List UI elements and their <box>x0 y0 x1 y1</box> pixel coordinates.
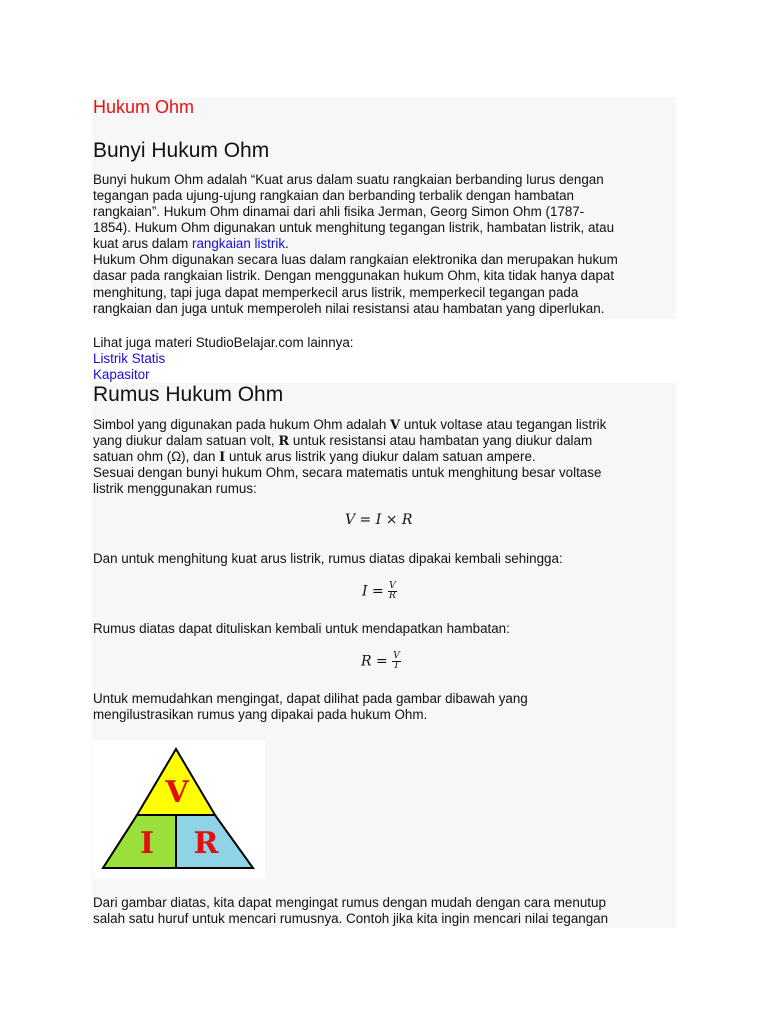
p1-text-b: untuk voltase atau tegangan listrik <box>400 417 607 432</box>
triangle-letter-v: V <box>165 775 189 810</box>
section1-line-6: Hukum Ohm digunakan secara luas dalam rangkaian elektronika dan merupakan hukum <box>93 252 618 267</box>
section1-line-7: dasar pada rangkaian listrik. Dengan menggunakan hukum Ohm, kita tidak hanya dapat <box>93 268 615 283</box>
formula3-denominator: I <box>394 661 399 671</box>
ohm-triangle-figure <box>93 740 265 878</box>
section1-line-1: Bunyi hukum Ohm adalah “Kuat arus dalam suatu rangkaian berbanding lurus dengan <box>93 172 604 187</box>
page-title: Hukum Ohm <box>93 97 195 117</box>
section2-p3: Dan untuk menghitung kuat arus listrik, rumus diatas dipakai kembali sehingga: <box>93 551 563 566</box>
section2-p1-line-2 <box>93 433 592 450</box>
section1-line-5-end: . <box>285 236 289 251</box>
section2-p1-line-1 <box>93 417 606 434</box>
formula3-numerator: V <box>393 651 400 661</box>
formula2-lhs: I = <box>362 583 384 600</box>
symbol-i: I <box>219 450 226 465</box>
p1-text-e: satuan ohm (Ω), dan <box>93 449 220 464</box>
kapasitor-link[interactable]: Kapasitor <box>93 367 150 382</box>
formula-r-equals-v-over-i <box>361 652 401 671</box>
symbol-v: V <box>390 418 401 433</box>
formula-i-equals-v-over-r <box>362 582 397 601</box>
p1-text-d: untuk resistansi atau hambatan yang diukur dalam <box>289 433 593 448</box>
p1-text-f: untuk arus listrik yang diukur dalam satuan ampere. <box>225 449 536 464</box>
section2-p4: Rumus diatas dapat dituliskan kembali untuk mendapatkan hambatan: <box>93 621 510 636</box>
symbol-r: R <box>278 434 290 449</box>
ohm-triangle-svg <box>93 740 265 878</box>
p1-text-a: Simbol yang digunakan pada hukum Ohm adalah <box>93 417 391 432</box>
section2-heading: Rumus Hukum Ohm <box>93 383 284 406</box>
formula3-lhs: R = <box>361 653 388 670</box>
section2-p6-line-1: Dari gambar diatas, kita dapat mengingat rumus dengan mudah dengan cara menutup <box>93 895 606 910</box>
section1-line-8: menghitung, tapi juga dapat memperkecil arus listrik, memperkecil tegangan pada <box>93 285 579 300</box>
section2-p6-line-2: salah satu huruf untuk mencari rumusnya. Contoh jika kita ingin mencari nilai tegangan <box>93 911 609 926</box>
section1-line-9: rangkaian dan juga untuk memperoleh nilai resistansi atau hambatan yang diperlukan. <box>93 301 605 316</box>
section1-heading: Bunyi Hukum Ohm <box>93 139 270 162</box>
section1-line-5 <box>93 236 289 252</box>
section1-line-5-text: kuat arus dalam <box>93 236 192 251</box>
section2-p2-line-1: Sesuai dengan bunyi hukum Ohm, secara matematis untuk menghitung besar voltase <box>93 465 602 480</box>
formula2-numerator: V <box>389 581 396 591</box>
section2-p2-line-2: listrik menggunakan rumus: <box>93 481 257 496</box>
section1-line-2: tegangan pada ujung-ujung rangkaian dan berbanding terbalik dengan hambatan <box>93 188 574 203</box>
section1-line-3: rangkaian”. Hukum Ohm dinamai dari ahli fisika Jerman, Georg Simon Ohm (1787- <box>93 204 585 219</box>
formula2-fraction <box>388 582 397 601</box>
listrik-statis-link[interactable]: Listrik Statis <box>93 351 166 366</box>
see-also-intro: Lihat juga materi StudioBelajar.com lainnya: <box>93 335 354 350</box>
triangle-letter-i: I <box>139 826 155 861</box>
section2-p5-line-1: Untuk memudahkan mengingat, dapat dilihat pada gambar dibawah yang <box>93 691 528 706</box>
formula3-fraction <box>392 652 401 671</box>
formula2-denominator: R <box>389 591 396 601</box>
section2-p5-line-2: mengilustrasikan rumus yang dipakai pada hukum Ohm. <box>93 707 428 722</box>
p1-text-c: yang diukur dalam satuan volt, <box>93 433 279 448</box>
section2-p1-line-3 <box>93 449 536 466</box>
rangkaian-listrik-link[interactable]: rangkaian listrik <box>192 236 286 251</box>
formula-v-equals-ir: V = I × R <box>345 512 413 528</box>
section1-line-4: 1854). Hukum Ohm digunakan untuk menghitung tegangan listrik, hambatan listrik, atau <box>93 220 615 235</box>
triangle-letter-r: R <box>193 826 219 861</box>
